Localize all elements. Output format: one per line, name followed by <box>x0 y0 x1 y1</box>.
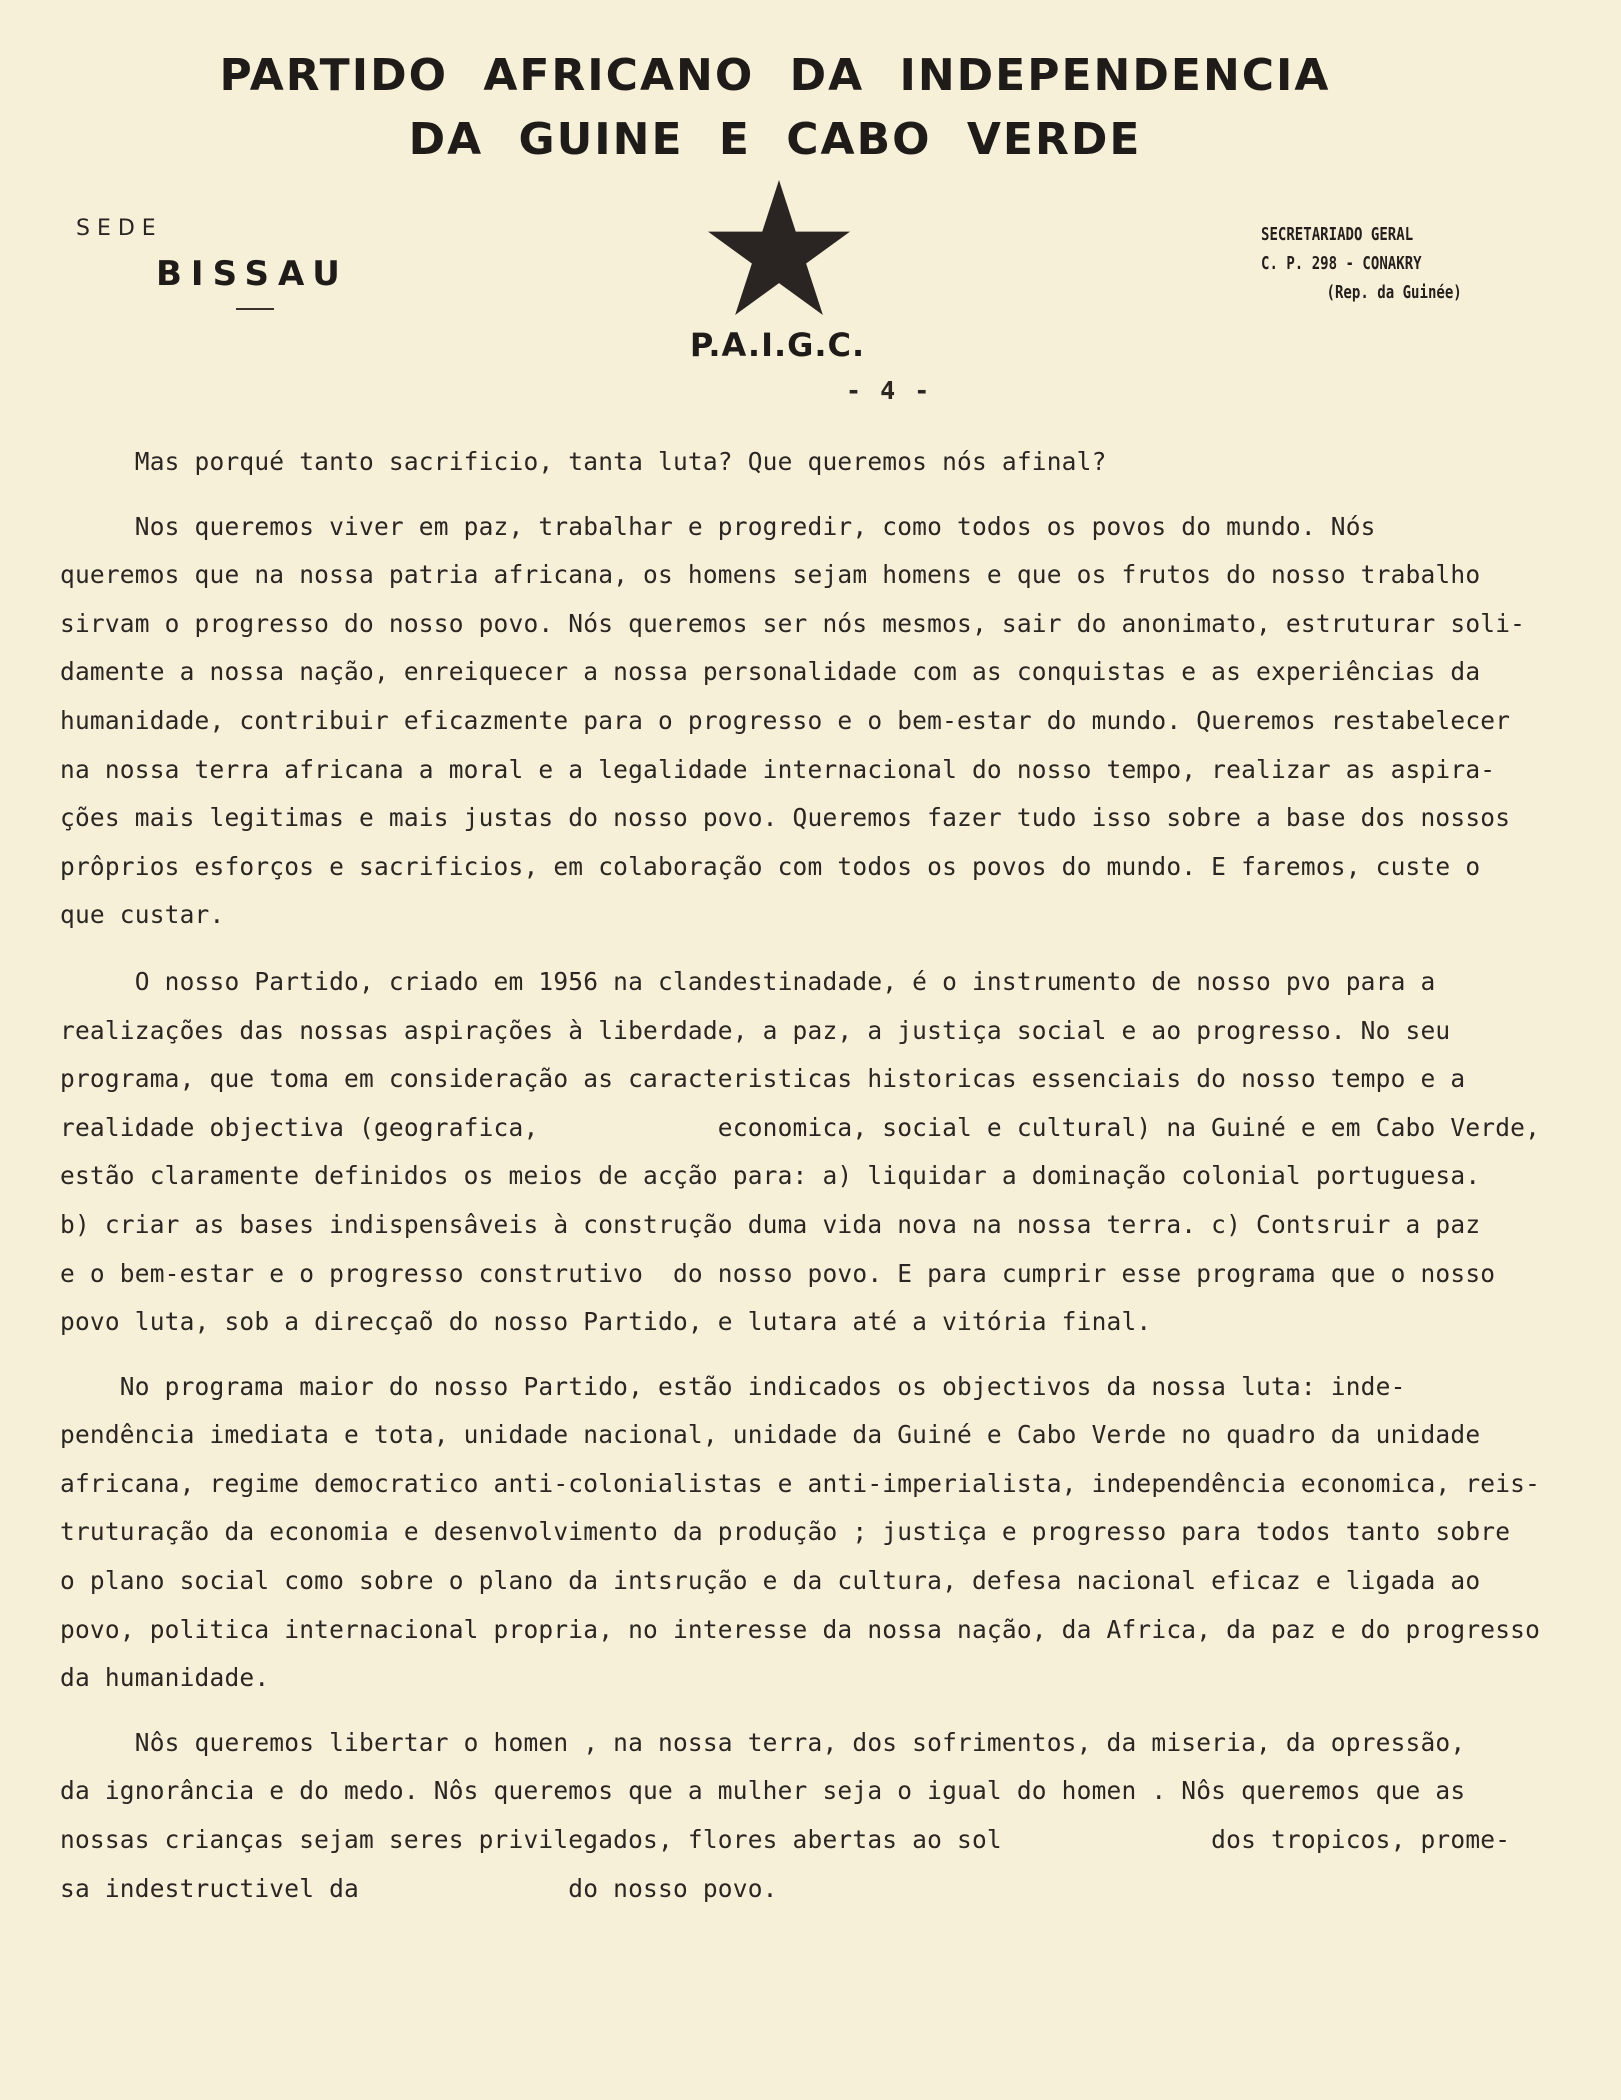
text-line: povo, politica internacional propria, no interesse da nossa nação, da Africa, da paz e do progresso <box>60 1614 1541 1644</box>
sede-label: SEDE <box>76 216 163 241</box>
star-icon <box>708 180 850 315</box>
paragraph-4 <box>60 1363 1620 1703</box>
text-line: damente a nossa nação, enreiquecer a nossa personalidade com as conquistas e as experiências da <box>60 657 1481 687</box>
text-line: estão claramente definidos os meios de acção para: a) liquidar a dominação colonial portuguesa. <box>60 1161 1481 1191</box>
text-line: realidade objectiva (geografica, economica, social e cultural) na Guiné e em Cabo Verde, <box>60 1112 1541 1142</box>
text-line: prôprios esforços e sacrificios, em colaboração com todos os povos do mundo. E faremos, custe o <box>60 851 1481 881</box>
paragraph-3 <box>60 958 1620 1347</box>
text-line: Nôs queremos libertar o homen , na nossa terra, dos sofrimentos, da miseria, da opressão, <box>60 1727 1466 1757</box>
text-line: ções mais legitimas e mais justas do nosso povo. Queremos fazer tudo isso sobre a base dos nossos <box>60 803 1511 833</box>
text-line: africana, regime democratico anti-colonialistas e anti-imperialista, independência economica, reis- <box>60 1468 1541 1498</box>
text-line: truturação da economia e desenvolvimento da produção ; justiça e progresso para todos tanto sobre <box>60 1517 1511 1547</box>
text-line: Nos queremos viver em paz, trabalhar e progredir, como todos os povos do mundo. Nós <box>60 511 1376 541</box>
text-line: sa indestructivel da do nosso povo. <box>60 1873 778 1903</box>
text-line: e o bem-estar e o progresso construtivo do nosso povo. E para cumprir esse programa que o nosso <box>60 1258 1496 1288</box>
text-line: No programa maior do nosso Partido, estão indicados os objectivos da nossa luta: inde- <box>60 1371 1406 1401</box>
party-name-line-1: PARTIDO AFRICANO DA INDEPENDENCIA <box>219 50 1331 101</box>
sede-city: BISSAU <box>156 254 349 294</box>
text-line: O nosso Partido, criado em 1956 na clandestinadade, é o instrumento de nosso pvo para a <box>60 966 1436 996</box>
secretariat-line-3: (Rep. da Guinée) <box>1326 282 1462 303</box>
secretariat-line-1: SECRETARIADO GERAL <box>1261 224 1414 245</box>
text-line: programa, que toma em consideração as caracteristicas historicas essenciais do nosso tempo e a <box>60 1064 1466 1094</box>
text-line: queremos que na nossa patria africana, os homens sejam homens e que os frutos do nosso trabalho <box>60 560 1481 590</box>
secretariat-address <box>1261 220 1495 307</box>
party-name-heading <box>0 44 1550 172</box>
party-name-line-2: DA GUINE E CABO VERDE <box>408 114 1142 165</box>
text-line: Mas porqué tanto sacrificio, tanta luta? Que queremos nós afinal? <box>60 447 1107 476</box>
paragraph-gap <box>60 1347 1620 1363</box>
paragraph-5 <box>60 1719 1620 1913</box>
text-line: da humanidade. <box>60 1663 270 1693</box>
text-line: da ignorância e do medo. Nôs queremos que a mulher seja o igual do homen . Nôs queremos que as <box>60 1776 1466 1806</box>
text-line: humanidade, contribuir eficazmente para o progresso e o bem-estar do mundo. Queremos restabelecer <box>60 705 1511 735</box>
paragraph-gap <box>60 1703 1620 1719</box>
paragraph-1 <box>60 438 1620 487</box>
text-line: que custar. <box>60 900 225 930</box>
secretariat-line-2: C. P. 298 - CONAKRY <box>1261 253 1422 274</box>
paragraph-gap <box>60 940 1620 958</box>
text-line: na nossa terra africana a moral e a legalidade internacional do nosso tempo, realizar as aspira- <box>60 754 1496 784</box>
text-line: nossas crianças sejam seres privilegados, flores abertas ao sol dos tropicos, prome- <box>60 1825 1511 1855</box>
page-number: - 4 - <box>846 376 932 405</box>
text-line: sirvam o progresso do nosso povo. Nós queremos ser nós mesmos, sair do anonimato, estruturar soli- <box>60 608 1526 638</box>
text-line: pendência imediata e tota, unidade nacional, unidade da Guiné e Cabo Verde no quadro da unidade <box>60 1420 1481 1450</box>
text-line: b) criar as bases indispensâveis à construção duma vida nova na nossa terra. c) Contsruir a paz <box>60 1209 1481 1239</box>
text-line: povo luta, sob a direcçaõ do nosso Partido, e lutara até a vitória final. <box>60 1307 1152 1337</box>
party-acronym: P.A.I.G.C. <box>689 326 866 364</box>
text-line: o plano social como sobre o plano da intsrução e da cultura, defesa nacional eficaz e ligada ao <box>60 1566 1481 1596</box>
body-text <box>60 438 1620 1913</box>
sede-underline <box>236 308 274 310</box>
paragraph-2 <box>60 503 1620 940</box>
text-line: realizações das nossas aspirações à liberdade, a paz, a justiça social e ao progresso. No seu <box>60 1015 1451 1045</box>
paragraph-gap <box>60 487 1620 503</box>
